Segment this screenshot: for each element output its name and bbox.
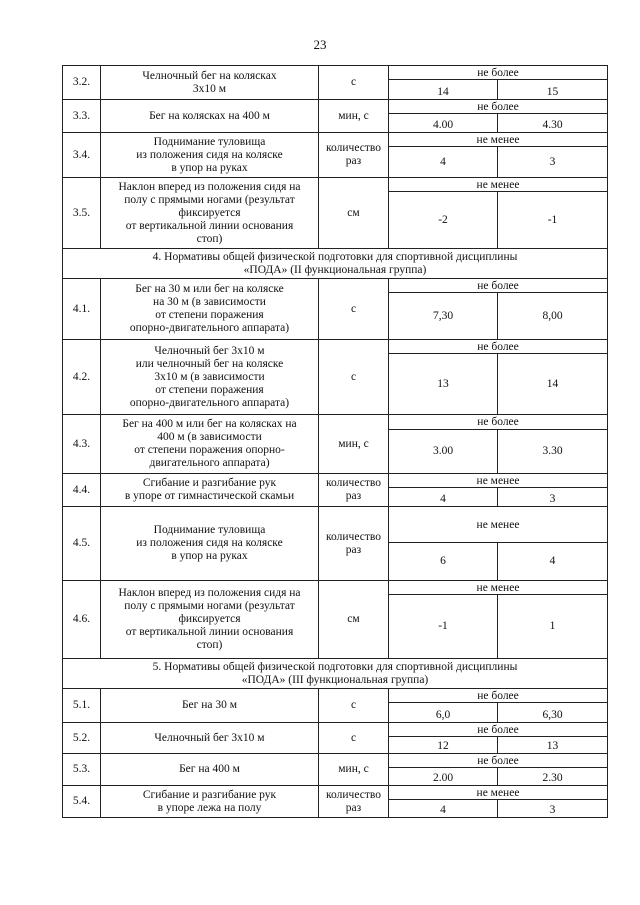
value-col-2: 3	[498, 488, 608, 507]
text-line: от степени поражения опорно-	[134, 444, 285, 456]
text-line: мин, с	[338, 109, 369, 122]
unit	[319, 754, 389, 786]
value-col-1: 14	[389, 80, 498, 100]
text-line: Сгибание и разгибание рук	[142, 788, 277, 801]
norm-row	[63, 415, 608, 430]
text-line: Челночный бег на колясках	[142, 69, 277, 82]
value-col-2: 4.30	[498, 114, 608, 133]
text-line: Челночный бег 3х10 м	[154, 344, 265, 357]
row-number	[63, 689, 101, 723]
value-col-2: 2.30	[498, 768, 608, 786]
text-line: на 30 м (в зависимости	[153, 296, 266, 308]
text-line: Челночный бег 3х10 м	[154, 731, 265, 744]
exercise-name	[101, 474, 319, 507]
value-col-2: 3	[498, 800, 608, 818]
norm-row	[63, 689, 608, 703]
norm-row	[63, 754, 608, 768]
value-col-1: 7,30	[389, 293, 498, 340]
text-line: Бег на 30 м или бег на коляске	[135, 283, 284, 295]
value-col-2: 4	[498, 543, 608, 581]
norm-row	[63, 279, 608, 293]
row-number	[63, 133, 101, 178]
row-number-text: 3.3.	[72, 109, 91, 122]
norm-row	[63, 581, 608, 595]
text-line: двигательного аппарата)	[149, 457, 270, 469]
unit	[319, 474, 389, 507]
row-number-text: 4.6.	[72, 613, 91, 625]
exercise-name	[101, 133, 319, 178]
text-line: фиксируется	[178, 613, 241, 625]
exercise-name	[101, 415, 319, 474]
row-number	[63, 581, 101, 659]
value-col-1: 6,0	[389, 703, 498, 723]
page-number: 23	[313, 37, 327, 52]
row-number	[63, 723, 101, 754]
row-number	[63, 754, 101, 786]
condition: не менее	[389, 507, 608, 543]
text-line: Бег на колясках на 400 м	[149, 109, 270, 122]
condition: не менее	[389, 581, 608, 595]
value-col-1: 4.00	[389, 114, 498, 133]
value-col-1: 4	[389, 147, 498, 178]
text-line: в упор на руках	[171, 550, 248, 562]
exercise-name	[101, 723, 319, 754]
condition: не более	[389, 340, 608, 354]
condition: не более	[389, 723, 608, 737]
text-line: с	[350, 76, 357, 88]
row-number-text: 5.3.	[72, 763, 91, 775]
text-line: мин, с	[338, 763, 369, 775]
norm-row	[63, 507, 608, 543]
unit	[319, 279, 389, 340]
text-line: из положения сидя на коляске	[136, 148, 283, 161]
row-number	[63, 66, 101, 100]
row-number	[63, 100, 101, 133]
row-number-text: 4.5.	[72, 537, 91, 549]
text-line: Бег на 400 м	[179, 763, 240, 775]
value-col-2: 3.30	[498, 430, 608, 474]
row-number-text: 4.3.	[72, 437, 91, 450]
value-col-2: 13	[498, 737, 608, 754]
condition: не более	[389, 754, 608, 768]
row-number-text: 3.4.	[72, 148, 91, 161]
exercise-name	[101, 100, 319, 133]
row-number-text: 5.2.	[72, 731, 91, 744]
value-col-2: 1	[498, 595, 608, 659]
value-col-1: -2	[389, 192, 498, 249]
unit	[319, 786, 389, 818]
section-header-row	[63, 659, 608, 689]
value-col-1: 4	[389, 488, 498, 507]
text-line: Бег на 400 м или бег на колясках на	[122, 418, 297, 430]
row-number	[63, 474, 101, 507]
text-line: 4. Нормативы общей физической подготовки для спортивной дисциплины	[152, 250, 518, 263]
text-line: из положения сидя на коляске	[136, 537, 283, 549]
text-line: количество	[326, 477, 381, 489]
text-line: фиксируется	[178, 206, 241, 219]
text-line: с	[350, 731, 357, 744]
norm-row	[63, 786, 608, 800]
row-number-text: 5.4.	[72, 795, 91, 807]
exercise-name	[101, 340, 319, 415]
text-line: мин, с	[338, 437, 369, 450]
text-line: от вертикальной линии основания	[125, 219, 294, 232]
norm-row	[63, 133, 608, 147]
text-line: Поднимание туловища	[153, 135, 266, 148]
norms-table-body	[63, 66, 608, 818]
exercise-name	[101, 279, 319, 340]
section-header-row	[63, 249, 608, 279]
condition: не более	[389, 66, 608, 80]
value-col-2: 3	[498, 147, 608, 178]
text-line: «ПОДА» (III функциональная группа)	[241, 673, 429, 686]
exercise-name	[101, 754, 319, 786]
norm-row	[63, 340, 608, 354]
text-line: 400 м (в зависимости	[157, 431, 262, 443]
exercise-name	[101, 507, 319, 581]
section-title	[63, 249, 608, 279]
exercise-name	[101, 66, 319, 100]
text-line: 5. Нормативы общей физической подготовки для спортивной дисциплины	[152, 660, 518, 673]
row-number	[63, 786, 101, 818]
value-col-1: 3.00	[389, 430, 498, 474]
value-col-2: 8,00	[498, 293, 608, 340]
unit	[319, 689, 389, 723]
text-line: Наклон вперед из положения сидя на	[118, 180, 301, 193]
row-number-text: 3.5.	[72, 206, 91, 219]
row-number	[63, 340, 101, 415]
value-col-2: 15	[498, 80, 608, 100]
text-line: 3х10 м (в зависимости	[154, 370, 265, 383]
text-line: от степени поражения	[155, 309, 264, 321]
text-line: с	[350, 370, 357, 383]
text-line: полу с прямыми ногами (результат	[124, 193, 295, 206]
value-col-1: 4	[389, 800, 498, 818]
row-number-text: 5.1.	[72, 699, 91, 711]
section-title	[63, 659, 608, 689]
value-col-2: 6,30	[498, 703, 608, 723]
row-number-text: 4.4.	[72, 483, 91, 496]
text-line: количество	[326, 788, 381, 801]
norms-table	[62, 65, 608, 818]
condition: не менее	[389, 786, 608, 800]
text-line: Наклон вперед из положения сидя на	[118, 587, 301, 599]
text-line: см	[347, 206, 360, 219]
text-line: с	[350, 699, 357, 711]
text-line: опорно-двигательного аппарата)	[129, 396, 290, 409]
text-line: количество	[326, 142, 381, 154]
text-line: с	[350, 302, 357, 315]
unit	[319, 415, 389, 474]
unit	[319, 507, 389, 581]
unit	[319, 340, 389, 415]
text-line: раз	[345, 543, 362, 556]
text-line: количество	[326, 530, 381, 543]
condition: не менее	[389, 178, 608, 192]
text-line: см	[347, 613, 360, 625]
norm-row	[63, 723, 608, 737]
value-col-1: -1	[389, 595, 498, 659]
text-line: Поднимание туловища	[153, 524, 266, 536]
text-line: полу с прямыми ногами (результат	[124, 600, 295, 612]
text-line: Бег на 30 м	[181, 699, 238, 711]
norm-row	[63, 66, 608, 80]
text-line: Сгибание и разгибание рук	[142, 477, 277, 489]
text-line: или челночный бег на коляске	[135, 357, 284, 370]
row-number-text: 4.2.	[72, 370, 91, 383]
unit	[319, 723, 389, 754]
condition: не более	[389, 415, 608, 430]
text-line: стоп)	[196, 232, 223, 245]
text-line: от степени поражения	[155, 383, 264, 396]
text-line: опорно-двигательного аппарата)	[129, 322, 290, 334]
text-line: раз	[345, 155, 362, 167]
exercise-name	[101, 178, 319, 249]
row-number-text: 3.2.	[72, 76, 91, 88]
exercise-name	[101, 581, 319, 659]
value-col-1: 2.00	[389, 768, 498, 786]
row-number-text: 4.1.	[72, 302, 91, 315]
text-line: «ПОДА» (II функциональная группа)	[243, 263, 427, 276]
value-col-2: -1	[498, 192, 608, 249]
value-col-1: 13	[389, 354, 498, 415]
row-number	[63, 415, 101, 474]
text-line: раз	[345, 490, 362, 502]
unit	[319, 66, 389, 100]
text-line: раз	[345, 801, 362, 814]
row-number	[63, 507, 101, 581]
text-line: 3х10 м	[192, 82, 227, 95]
condition: не менее	[389, 474, 608, 488]
row-number	[63, 178, 101, 249]
unit	[319, 178, 389, 249]
condition: не менее	[389, 133, 608, 147]
norm-row	[63, 100, 608, 114]
unit	[319, 581, 389, 659]
row-number	[63, 279, 101, 340]
text-line: в упоре лежа на полу	[157, 801, 262, 814]
text-line: от вертикальной линии основания	[125, 626, 294, 638]
text-line: в упор на руках	[171, 161, 248, 174]
value-col-1: 6	[389, 543, 498, 581]
condition: не более	[389, 279, 608, 293]
norm-row	[63, 474, 608, 488]
unit	[319, 133, 389, 178]
value-col-2: 14	[498, 354, 608, 415]
text-line: в упоре от гимнастической скамьи	[124, 490, 295, 502]
norm-row	[63, 178, 608, 192]
condition: не более	[389, 689, 608, 703]
value-col-1: 12	[389, 737, 498, 754]
condition: не более	[389, 100, 608, 114]
exercise-name	[101, 786, 319, 818]
unit	[319, 100, 389, 133]
exercise-name	[101, 689, 319, 723]
text-line: стоп)	[196, 639, 223, 651]
